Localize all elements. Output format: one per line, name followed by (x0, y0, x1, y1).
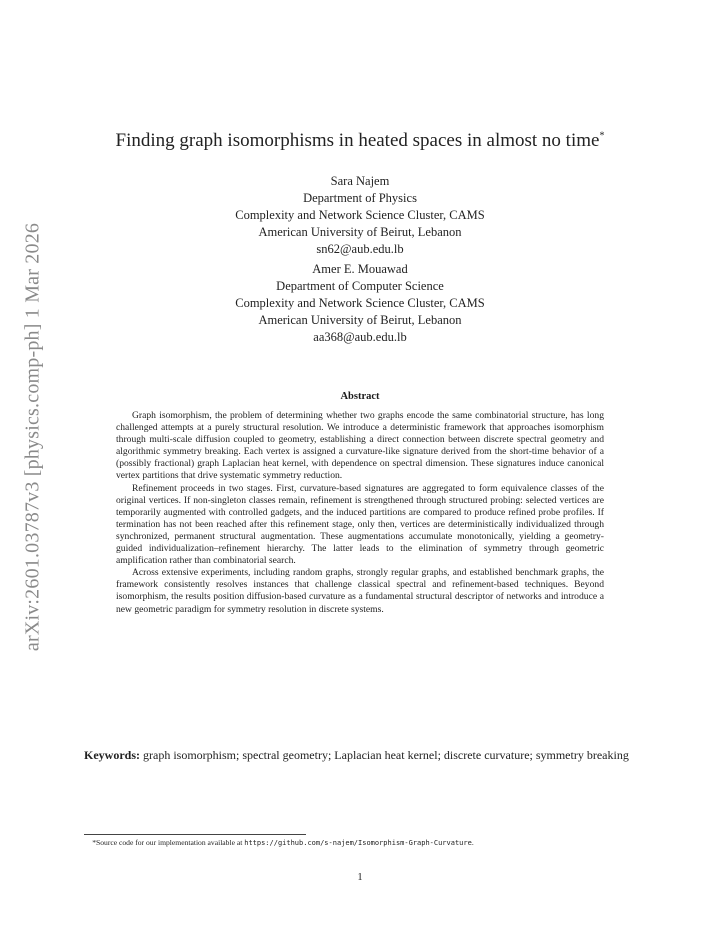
author-cluster: Complexity and Network Science Cluster, CAMS (235, 208, 485, 222)
arxiv-identifier: arXiv:2601.03787v3 [physics.comp-ph] 1 Mar 2026 (21, 222, 44, 652)
author-department: Department of Physics (303, 191, 417, 205)
title-footnote-mark: * (599, 130, 605, 142)
author-block-1 (80, 173, 640, 258)
abstract-paragraph: Graph isomorphism, the problem of determining whether two graphs encode the same combinatorial structure, has long challenged attempts at a purely structural resolution. We introduce a deterministic framework that approaches isomorphism through multi-scale diffusion coupled to geometry, establishing a direct connection between discrete spectral geometry and algorithmic symmetry breaking. Each vertex is assigned a curvature-like signature derived from the short-time behavior of a (possibly fractional) graph Laplacian heat kernel, with dependence on spectral dimension. These signatures induce canonical vertex partitions that drive systematic symmetry reduction. (116, 410, 604, 482)
author-university: American University of Beirut, Lebanon (258, 313, 462, 327)
abstract-heading: Abstract (340, 391, 380, 402)
footnote-mark: * (92, 838, 96, 847)
author-name: Amer E. Mouawad (312, 262, 408, 276)
author-department: Department of Computer Science (276, 279, 444, 293)
source-code-link[interactable]: https://github.com/s-najem/Isomorphism-Graph-Curvature (244, 839, 472, 847)
author-name: Sara Najem (330, 174, 390, 188)
keywords-label: Keywords: (84, 748, 140, 762)
author-university: American University of Beirut, Lebanon (258, 225, 462, 239)
author-block-2 (80, 261, 640, 346)
keywords-text: graph isomorphism; spectral geometry; Laplacian heat kernel; discrete curvature; symmetry breaking (143, 748, 629, 762)
abstract-body (116, 410, 604, 616)
footnote-rule (84, 834, 306, 835)
page-number: 1 (357, 872, 363, 883)
abstract-paragraph: Refinement proceeds in two stages. First, curvature-based signatures are aggregated to form equivalence classes of the original vertices. If non-singleton classes remain, refinement is strengthened through structured probing: selected vertices are temporarily augmented with controlled gadgets, and the induced partitions are compared to produce refined probe profiles. If termination has not been reached after this refinement stage, only then, vertices are deterministically individualized through synchronized, permanent structural augmentation. These augmentations accumulate monotonically, yielding a geometry-guided individualization–refinement hierarchy. The latter leads to the elimination of symmetry through geometric amplification rather than combinatorial search. (116, 482, 604, 567)
title-text: Finding graph isomorphisms in heated spaces in almost no time (115, 130, 600, 151)
author-email[interactable]: aa368@aub.edu.lb (313, 330, 407, 344)
author-email[interactable]: sn62@aub.edu.lb (316, 242, 404, 256)
arxiv-sidebar (18, 212, 48, 662)
footnote-text: Source code for our implementation available at (96, 838, 245, 847)
footnote-end: . (471, 838, 474, 847)
abstract-paragraph: Across extensive experiments, including random graphs, strongly regular graphs, and established benchmark graphs, the framework consistently resolves instances that challenge classical spectral and refinement-based techniques. Beyond isomorphism, the results position diffusion-based curvature as a fundamental structural descriptor of networks and introduce a new geometric paradigm for symmetry resolution in discrete systems. (116, 567, 604, 615)
author-cluster: Complexity and Network Science Cluster, CAMS (235, 296, 485, 310)
paper-title (80, 130, 640, 152)
footnote (84, 838, 644, 847)
keywords (84, 747, 637, 763)
